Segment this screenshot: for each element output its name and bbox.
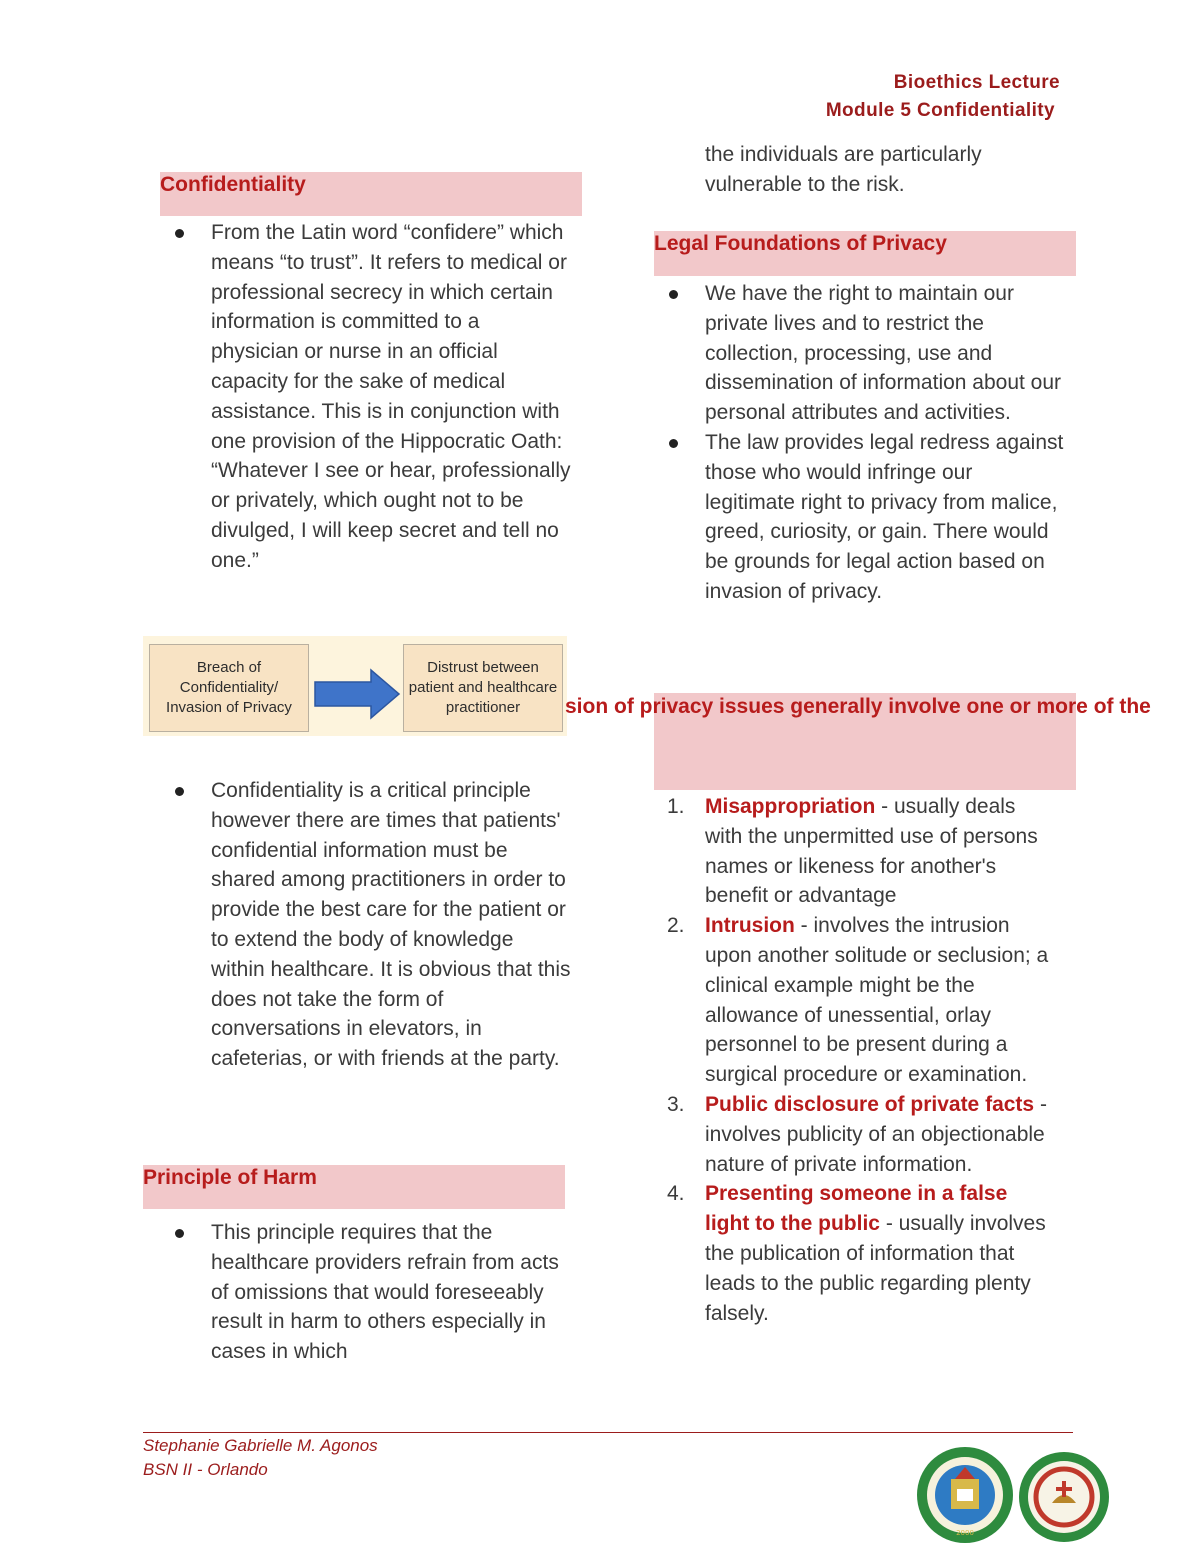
- confidentiality-heading: Confidentiality: [160, 173, 306, 196]
- confidentiality-bullets: [211, 218, 571, 576]
- invasion-list: [667, 792, 1057, 1328]
- confidentiality-definition: From the Latin word “confidere” which means “to trust”. It refers to medical or professional secrecy in which certain information is committed to a physician or nurse in an official capacity for the sake of medical assistance. This is in conjunction with one provision of the Hippocratic Oath: “Whatever I see or hear, professionally or privately, which ought not to be divulged, I will keep secret and tell no one.”: [211, 221, 571, 572]
- confidentiality-bullets-2: [211, 776, 571, 1074]
- list-item: 3. Public disclosure of private facts - involves publicity of an objectionable nature of private information.: [667, 1092, 1047, 1176]
- college-of-nursing-seal-icon: [1018, 1451, 1110, 1543]
- harm-continuation: the individuals are particularly vulnerable to the risk.: [705, 143, 982, 196]
- term-misappropriation: Misappropriation: [705, 795, 876, 818]
- list-item: 2. Intrusion - involves the intrusion upon another solitude or seclusion; a clinical example might be the allowance of unessential, orlay personnel to be present during a surgical procedure or examination.: [667, 914, 1049, 1087]
- list-item: [211, 1218, 571, 1367]
- diagram-box-distrust: Distrust between patient and healthcare practitioner: [403, 644, 563, 732]
- bullet-icon: [175, 787, 184, 796]
- legal-right-to-privacy: We have the right to maintain our private lives and to restrict the collection, processing, use and dissemination of information about our personal attributes and activities.: [705, 282, 1062, 425]
- bullet-icon: [175, 1229, 184, 1238]
- invasion-heading: sion of privacy issues generally involve one or more of the: [565, 695, 1151, 718]
- list-item: 1. Misappropriation - usually deals with the unpermitted use of persons names or likeness for another's benefit or advantage: [667, 795, 1038, 908]
- list-item: [705, 279, 1067, 428]
- term-false-light: Presenting someone in a false light to the public: [705, 1182, 1008, 1236]
- bullet-icon: [175, 229, 184, 238]
- diagram-box-breach: Breach of Confidentiality/ Invasion of Privacy: [149, 644, 309, 732]
- arrow-right-icon: [313, 666, 401, 722]
- confidentiality-critical-principle: Confidentiality is a critical principle however there are times that patients' confidential information must be shared among practitioners in order to provide the best care for the patient or to extend the body of knowledge within healthcare. It is obvious that this does not take the form of conversations in elevators, in cafeterias, or with friends at the party.: [211, 779, 571, 1071]
- harm-heading: Principle of Harm: [143, 1166, 317, 1189]
- module-title: Module 5 Confidentiality: [825, 100, 1055, 121]
- list-item: 4. Presenting someone in a false light to the public - usually involves the publication of information that leads to the public regarding plenty falsely.: [667, 1182, 1046, 1325]
- legal-redress: The law provides legal redress against those who would infringe our legitimate right to privacy from malice, greed, curiosity, or gain. There would be grounds for legal action based on invasion of privacy.: [705, 430, 1064, 603]
- term-public-disclosure: Public disclosure of private facts: [705, 1092, 1035, 1116]
- legal-bullets: [705, 279, 1067, 607]
- bullet-icon: [669, 290, 678, 299]
- university-seal-icon: [915, 1445, 1015, 1545]
- harm-bullets: [211, 1218, 571, 1367]
- lecture-title: Bioethics Lecture: [893, 72, 1060, 93]
- legal-heading: Legal Foundations of Privacy: [654, 232, 947, 255]
- list-item: [705, 428, 1067, 607]
- footer-divider: [143, 1432, 1073, 1433]
- svg-text:2000: 2000: [956, 1529, 974, 1537]
- harm-definition: This principle requires that the healthcare providers refrain from acts of omissions that would foreseeably result in harm to others especially in cases in which: [211, 1221, 559, 1364]
- footer-author: Stephanie Gabrielle M. Agonos: [143, 1436, 378, 1455]
- footer-section: BSN II - Orlando: [143, 1460, 268, 1479]
- breach-diagram: [143, 636, 567, 736]
- list-item: [211, 776, 571, 1074]
- bullet-icon: [669, 439, 678, 448]
- list-item: [211, 218, 571, 576]
- term-intrusion: Intrusion: [705, 914, 795, 938]
